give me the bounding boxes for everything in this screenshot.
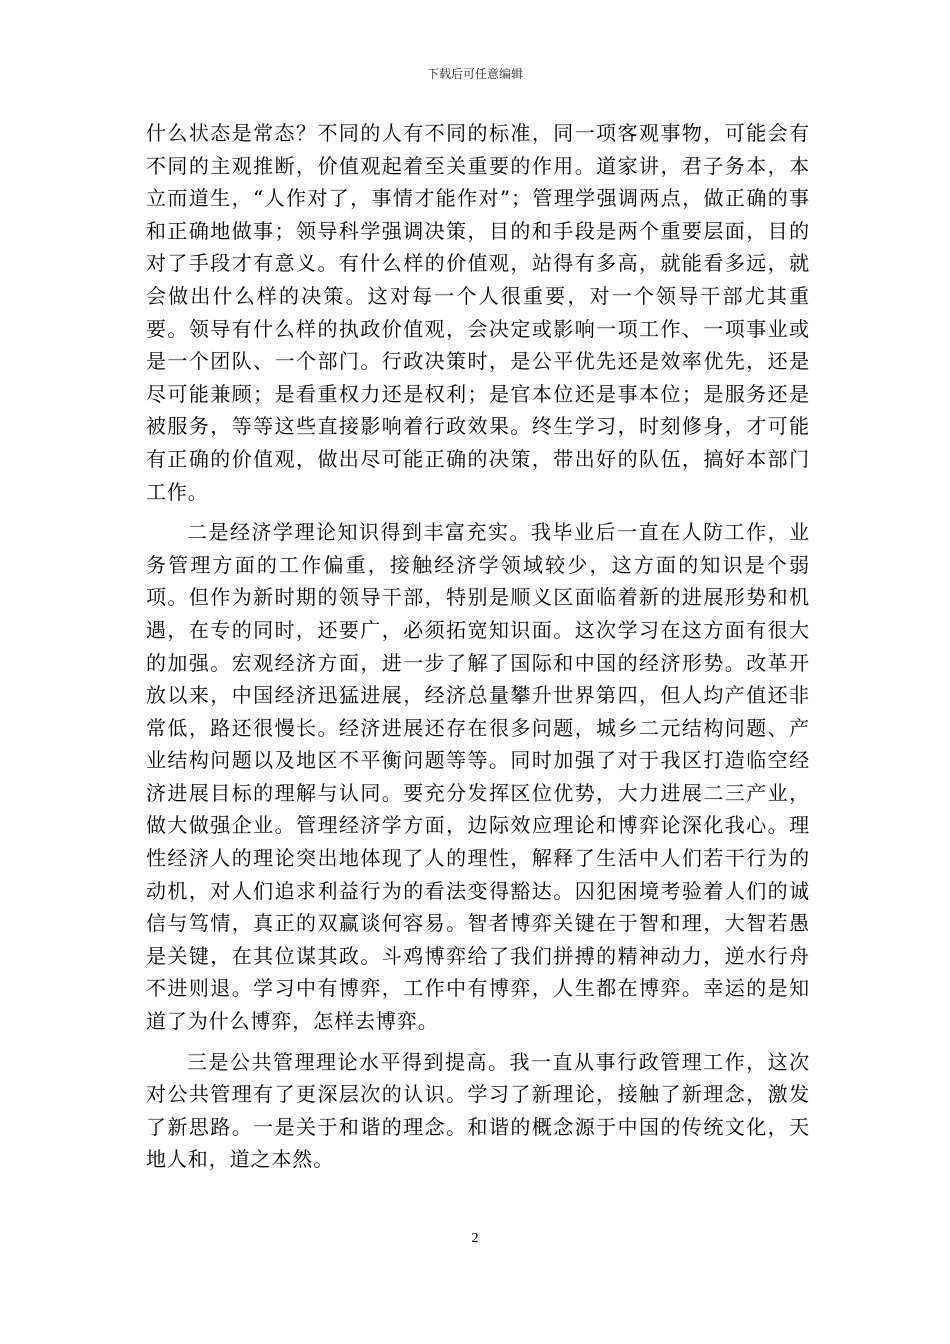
paragraph-2: 二是经济学理论知识得到丰富充实。我毕业后一直在人防工作，业务管理方面的工作偏重，接触经济学领域较少，这方面的知识是个弱项。但作为新时期的领导干部，特别是顺义区面临着新的进展形势和机遇，在专的同时，还要广，必须拓宽知识面。这次学习在这方面有很大的加强。宏观经济方面，进一步了解了国际和中国的经济形势。改革开放以来，中国经济迅猛进展，经济总量攀升世界第四，但人均产值还非常低，路还很慢长。经济进展还存在很多问题，城乡二元结构问题、产业结构问题以及地区不平衡问题等等。同时加强了对于我区打造临空经济进展目标的理解与认同。要充分发挥区位优势，大力进展二三产业，做大做强企业。管理经济学方面，边际效应理论和博弈论深化我心。理性经济人的理论突出地体现了人的理性，解释了生活中人们若干行为的动机，对人们追求利益行为的看法变得豁达。囚犯困境考验着人们的诚信与笃情，真正的双赢谈何容易。智者博弈关键在于智和理，大智若愚是关键，在其位谋其政。斗鸡博弈给了我们拼搏的精神动力，逆水行舟不进则退。学习中有博弈，工作中有博弈，人生都在博弈。幸运的是知道了为什么博弈，怎样去博弈。 (146, 520, 810, 1034)
paragraph-1: 什么状态是常态？不同的人有不同的标准，同一项客观事物，可能会有不同的主观推断，价值观起着至关重要的作用。道家讲，君子务本，本立而道生，“人作对了，事情才能作对”；管理学强调两点，做正确的事和正确地做事；领导科学强调决策，目的和手段是两个重要层面，目的对了手段才有意义。有什么样的价值观，站得有多高，就能看多远，就会做出什么样的决策。这对每一个人很重要，对一个领导干部尤其重要。领导有什么样的执政价值观，会决定或影响一项工作、一项事业或是一个团队、一个部门。行政决策时，是公平优先还是效率优先，还是尽可能兼顾；是看重权力还是权利；是官本位还是事本位；是服务还是被服务，等等这些直接影响着行政效果。终生学习，时刻修身，才可能有正确的价值观，做出尽可能正确的决策，带出好的队伍，搞好本部门工作。 (146, 121, 810, 504)
paragraph-3: 三是公共管理理论水平得到提高。我一直从事行政管理工作，这次对公共管理有了更深层次的认识。学习了新理论，接触了新理念，激发了新思路。一是关于和谐的理念。和谐的概念源于中国的传统文化，天地人和，道之本然。 (146, 1049, 810, 1172)
document-body (146, 117, 810, 1184)
page-number: 2 (471, 1231, 479, 1246)
page-header: 下载后可任意编辑 (426, 67, 523, 81)
